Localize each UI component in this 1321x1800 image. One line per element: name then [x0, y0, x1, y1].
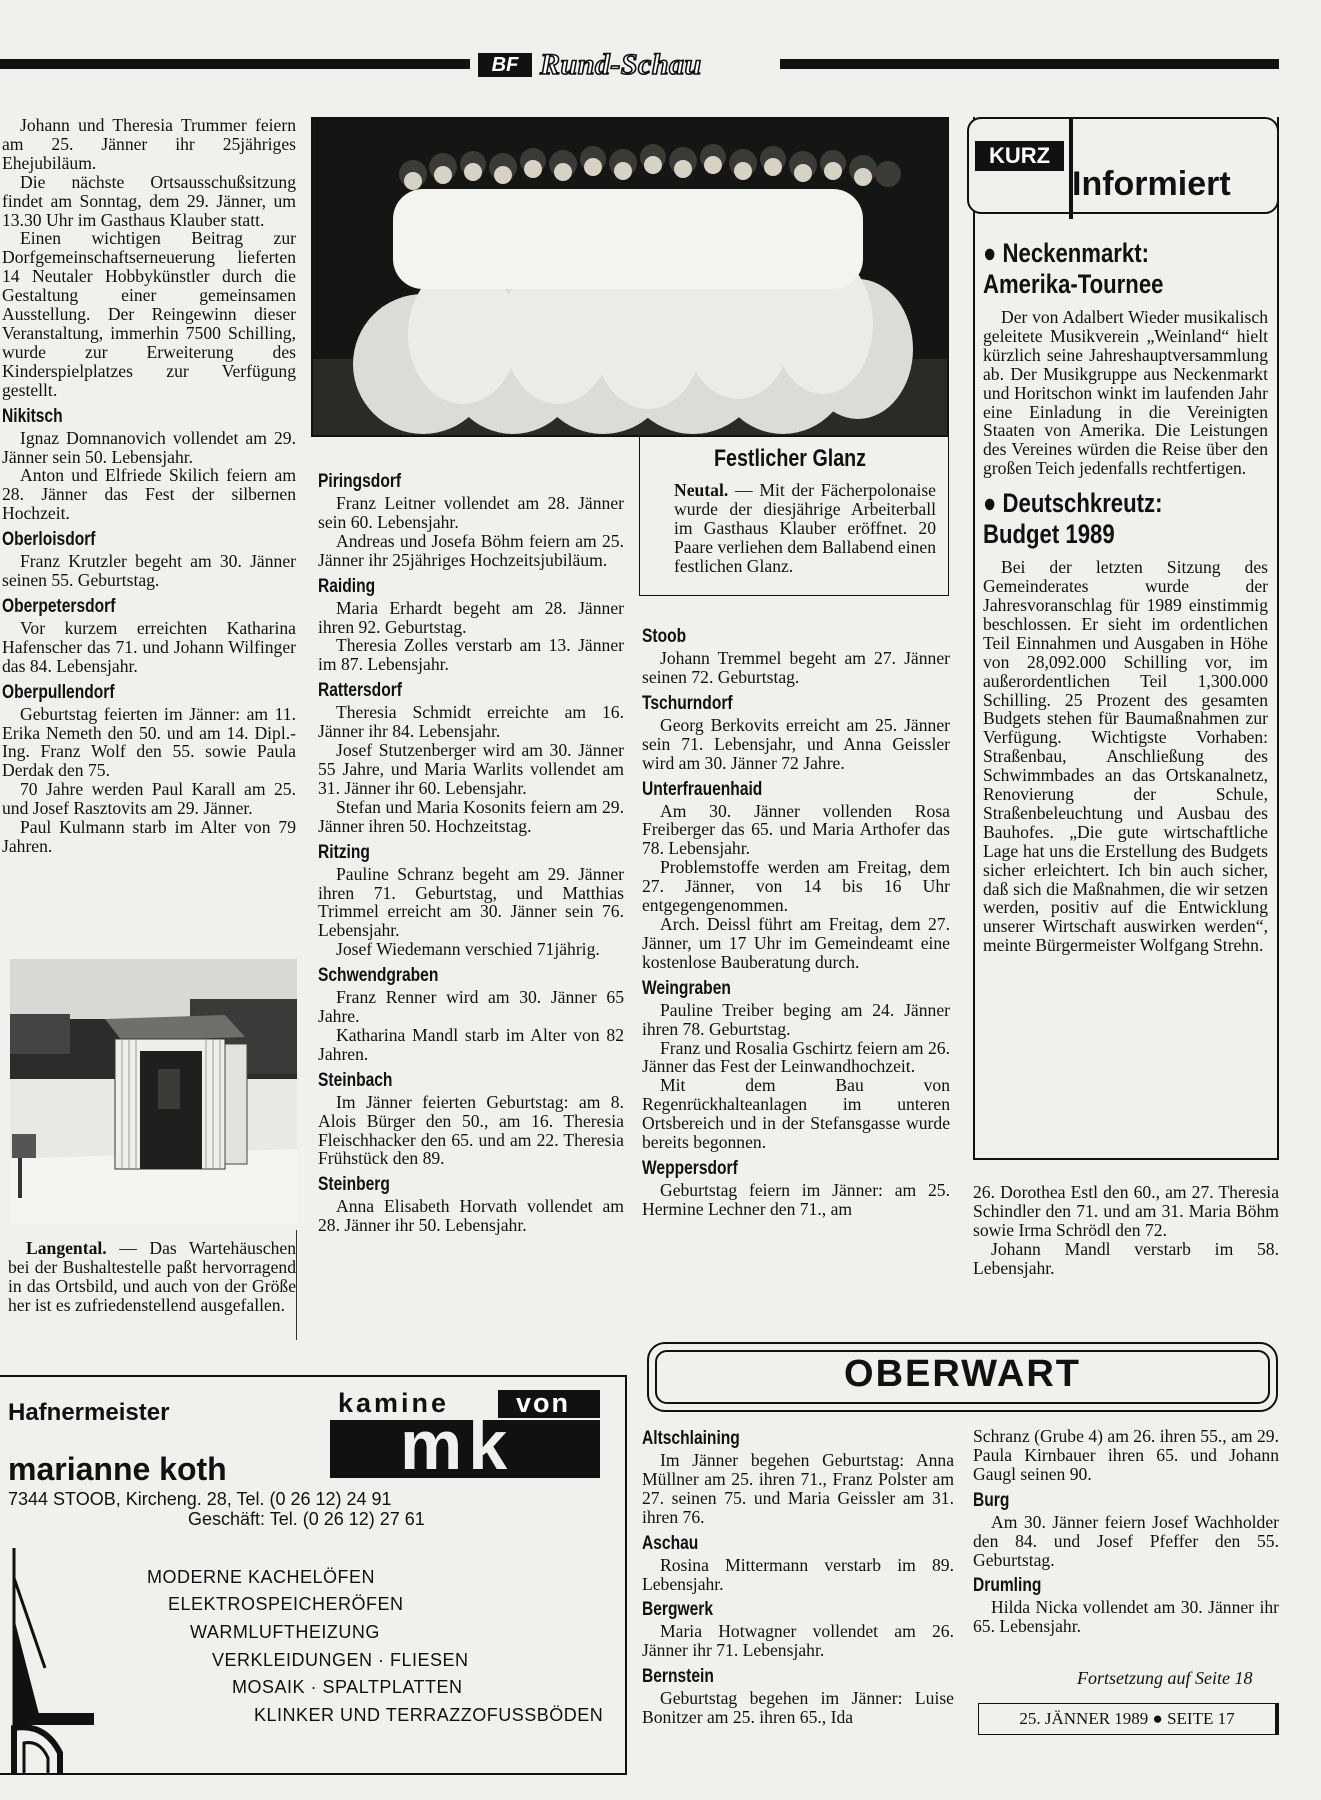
place-heading: Aschau [642, 1532, 699, 1554]
article-paragraph: Theresia Schmidt erreichte am 16. Jänner ihr 84. Lebensjahr. [318, 702, 624, 742]
article-paragraph: Schranz (Grube 4) am 26. ihren 55., am 29. Paula Kirnbauer ihren 65. und Johann Gaugl seinen 90. [973, 1426, 1279, 1484]
header-title: Rund-Schau [540, 48, 702, 81]
article-paragraph: Josef Stutzenberger wird am 30. Jänner 55 Jahre, und Maria Warlits vollendet am 31. Jänner ihr 60. Lebensjahr. [318, 740, 624, 798]
place-heading: Unterfrauenhaid [642, 778, 763, 800]
article-paragraph: Rosina Mittermann verstarb im 89. Lebensjahr. [642, 1554, 954, 1594]
kurz-label: KURZ [975, 141, 1064, 171]
ad-logo-von: von [516, 1388, 571, 1418]
oberwart-left-column [642, 1422, 954, 1727]
article-paragraph: Vor kurzem erreichten Katharina Hafenscher das 71. und Johann Wilfinger das 84. Lebensjahr. [2, 617, 296, 676]
article-paragraph: Geburtstag feiern im Jänner: am 25. Hermine Lechner den 71., am [642, 1179, 950, 1219]
caption-box-line [296, 1230, 297, 1340]
column-3 [642, 620, 950, 1219]
article-paragraph: Anton und Elfriede Skilich feiern am 28. Jänner das Fest der silbernen Hochzeit. [2, 465, 296, 524]
festlicher-text [674, 481, 936, 576]
article-paragraph: Bei der letzten Sitzung des Gemeinderates wurde der Jahresvoranschlag für 1989 einstimmig beschlossen. Er sieht im ordentlichen Teil Einnahmen und Ausgaben in Höhe von 28,092.000 Schilling vor, im außerordentlichen Teil 1,300.000 Schilling. 25 Prozent des gesamten Budgets stehen für Baumaßnahmen zur Verfügung. Wichtigste Vorhaben: Straßenbau, Anschließung des Schwimmbades an das Ortskanalnetz, Renovierung der Schule, Straßenbeleuchtung und Ausbau des Bauhofes. „Die gute wirtschaftliche Lage hat uns die Erstellung des Budgets sicher erleichtert. Ich bin auch sicher, daß sich die Maßnahmen, die wir setzen werden, positiv auf die Entwicklung unserer Wirtschaft auswirken werden“, meinte Bürgermeister Wolfgang Strehn. [983, 557, 1268, 956]
place-heading: Tschurndorf [642, 692, 733, 714]
ad-service-line-6: KLINKER UND TERRAZZOFUSSBÖDEN [254, 1705, 604, 1725]
place-heading: Schwendgraben [318, 965, 439, 987]
article-paragraph: 70 Jahre werden Paul Karall am 25. und Josef Rasztovits am 29. Jänner. [2, 779, 296, 819]
place-heading: Piringsdorf [318, 471, 402, 492]
place-heading: Burg [973, 1489, 1010, 1511]
article-paragraph: Am 30. Jänner feiern Josef Wachholder den 84. und Josef Pfeffer den 55. Geburtstag. [973, 1511, 1279, 1570]
news-headline-place [983, 488, 1217, 519]
ad-service-line-3: WARMLUFTHEIZUNG [190, 1622, 380, 1642]
article-paragraph: Einen wichtigen Beitrag zur Dorfgemeinschaftserneuerung lieferten 14 Neutaler Hobbykünstler durch die Gestaltung einer gemeinsamen Ausstellung. Der Reingewinn dieser Veranstaltung, immerhin 7500 Schilling, wurde zur Erweiterung des Kinderspielplatzes zur Verfügung gestellt. [2, 228, 296, 400]
column-2 [318, 465, 624, 1235]
article-paragraph: Franz Krutzler begeht am 30. Jänner seinen 55. Geburtstag. [2, 551, 296, 591]
column-4-continuation [973, 1183, 1279, 1278]
ad-name: marianne koth [8, 1451, 227, 1487]
article-paragraph: Am 30. Jänner vollenden Rosa Freiberger das 65. und Maria Arthofer das 78. Lebensjahr. [642, 800, 950, 859]
article-paragraph: Hilda Nicka vollendet am 30. Jänner ihr 65. Lebensjahr. [973, 1597, 1279, 1637]
article-paragraph: Arch. Deissl führt am Freitag, dem 27. Jänner, um 17 Uhr im Gemeindeamt eine kostenlose Bauberatung durch. [642, 913, 950, 972]
ad-address: 7344 STOOB, Kircheng. 28, Tel. (0 26 12) 24 91 [8, 1489, 392, 1509]
oberwart-right-column [973, 1427, 1279, 1636]
place-heading: Weppersdorf [642, 1157, 738, 1179]
headline-text: Neckenmarkt: [1002, 238, 1149, 268]
festlicher-title: Festlicher Glanz [714, 445, 867, 472]
ad-stove-drawing [0, 1548, 120, 1773]
ad-service-line-2: ELEKTROSPEICHERÖFEN [168, 1594, 404, 1614]
column-1 [2, 116, 296, 856]
article-paragraph: Pauline Schranz begeht am 29. Jänner ihren 71. Geburtstag, und Matthias Trimmel erreicht am 30. Jänner sein 76. Lebensjahr. [318, 863, 624, 941]
article-paragraph: Franz Leitner vollendet am 28. Jänner sein 60. Lebensjahr. [318, 493, 624, 532]
continued-note: Fortsetzung auf Seite 18 [1077, 1668, 1253, 1688]
informiert-label: Informiert [1072, 165, 1231, 203]
article-paragraph: Theresia Zolles verstarb am 13. Jänner im 87. Lebensjahr. [318, 635, 624, 675]
article-paragraph: Johann und Theresia Trummer feiern am 25. Jänner ihr 25jähriges Ehejubiläum. [2, 115, 296, 173]
article-paragraph: Katharina Mandl starb im Alter von 82 Jahren. [318, 1024, 624, 1064]
festlicher-body: — Mit der Fächerpolonaise wurde der diesjährige Arbeiterball im Gasthaus Klauber eröffnet. 20 Paare verliehen dem Ballabend einen festlichen Glanz. [674, 480, 936, 576]
place-heading: Steinbach [318, 1069, 393, 1091]
article-paragraph: Stefan und Maria Kosonits feiern am 29. Jänner ihren 50. Hochzeitstag. [318, 796, 624, 836]
article-paragraph: Maria Erhardt begeht am 28. Jänner ihren 92. Geburtstag. [318, 597, 624, 637]
ad-logo-kamine: kamine [338, 1388, 450, 1418]
place-heading: Altschlaining [642, 1428, 740, 1449]
article-paragraph: Ignaz Domnanovich vollendet am 29. Jänner sein 50. Lebensjahr. [2, 427, 296, 467]
news-headline-topic: Budget 1989 [983, 519, 1115, 550]
article-paragraph: Johann Tremmel begeht am 27. Jänner seinen 72. Geburtstag. [642, 648, 950, 687]
photo-ball [311, 117, 949, 437]
kurz-content [983, 228, 1268, 955]
oberwart-title: OBERWART [844, 1353, 1081, 1395]
photo-caption-langental [8, 1239, 296, 1315]
place-heading: Oberpetersdorf [2, 595, 116, 617]
article-paragraph: Geburtstag begehen im Jänner: Luise Bonitzer am 25. ihren 65., Ida [642, 1688, 954, 1728]
article-paragraph: Johann Mandl verstarb im 58. Lebensjahr. [973, 1238, 1279, 1278]
headline-text: Deutschkreutz: [1002, 488, 1163, 519]
article-paragraph: Franz und Rosalia Gschirtz feiern am 26. Jänner das Fest der Leinwandhochzeit. [642, 1037, 950, 1077]
bullet-icon: ● [983, 488, 1003, 519]
article-paragraph: Josef Wiedemann verschied 71jährig. [336, 939, 600, 960]
article-paragraph: Georg Berkovits erreicht am 25. Jänner sein 71. Lebensjahr, und Anna Geissler wird am 30. Jänner 72 Jahre. [642, 714, 950, 773]
article-paragraph: Mit dem Bau von Regenrückhalteanlagen im unteren Ortsbereich und in der Stefansgasse wurde bereits begonnen. [642, 1075, 950, 1153]
place-heading: Ritzing [318, 841, 370, 863]
article-paragraph: 26. Dorothea Estl den 60., am 27. Theresia Schindler den 71. und am 31. Maria Böhm sowie Irma Schrödl den 72. [973, 1182, 1279, 1240]
ad-service-line-1: MODERNE KACHELÖFEN [147, 1567, 376, 1587]
article-paragraph: Maria Hotwagner vollendet am 26. Jänner ihr 71. Lebensjahr. [642, 1621, 954, 1661]
header-rule-left [0, 59, 470, 69]
article-paragraph: Im Jänner begehen Geburtstag: Anna Müllner am 25. ihren 71., Franz Polster am 27. seinen 75. und Maria Geissler am 31. ihren 76. [642, 1450, 954, 1527]
header-rule-right [780, 59, 1279, 69]
ad-service-line-4: VERKLEIDUNGEN · FLIESEN [212, 1650, 469, 1670]
article-paragraph: Franz Renner wird am 30. Jänner 65 Jahre. [318, 987, 624, 1027]
article-paragraph: Paul Kulmann starb im Alter von 79 Jahren. [2, 817, 296, 856]
place-heading: Bergwerk [642, 1599, 714, 1621]
ad-geschaeft: Geschäft: Tel. (0 26 12) 27 61 [188, 1509, 425, 1529]
place-heading: Rattersdorf [318, 680, 402, 702]
place-heading: Drumling [973, 1575, 1042, 1597]
footer-date-page: 25. JÄNNER 1989 ● SEITE 17 [1019, 1709, 1235, 1728]
photo-bus-shelter [10, 959, 297, 1224]
caption-place: Langental. [26, 1238, 107, 1258]
article-paragraph: Die nächste Ortsausschußsitzung findet am Sonntag, dem 29. Jänner, um 13.30 Uhr im Gasthaus Klauber statt. [2, 171, 296, 230]
bus-shelter-image [10, 959, 297, 1224]
caption-text: — Das Wartehäuschen bei der Bushaltestelle paßt hervorragend in das Ortsbild, und auch von der Größe her ist es zufriedenstellend ausgefallen. [8, 1238, 296, 1315]
place-heading: Oberloisdorf [2, 529, 96, 551]
ad-service-line-5: MOSAIK · SPALTPLATTEN [232, 1677, 463, 1697]
oberwart-banner [647, 1342, 1278, 1412]
ad-hafnermeister: Hafnermeister [8, 1399, 170, 1426]
footer-date-box [978, 1703, 1279, 1735]
article-paragraph: Im Jänner feierten Geburtstag: am 8. Alois Bürger den 50., am 16. Theresia Fleischhacker den 65. und am 22. Theresia Frühstück den 89. [318, 1091, 624, 1169]
article-paragraph: Anna Elisabeth Horvath vollendet am 28. Jänner ihr 50. Lebensjahr. [318, 1196, 624, 1236]
article-paragraph: Andreas und Josefa Böhm feiern am 25. Jänner ihr 25jähriges Hochzeitsjubiläum. [318, 530, 624, 570]
bullet-icon: ● [983, 238, 1003, 268]
festlicher-glanz-box [639, 437, 949, 596]
place-heading: Oberpullendorf [2, 681, 115, 703]
place-heading: Raiding [318, 575, 376, 597]
festlicher-place: Neutal. [674, 480, 729, 500]
ad-logo [330, 1388, 602, 1488]
news-headline-place [983, 238, 1217, 269]
article-paragraph: Pauline Treiber beging am 24. Jänner ihren 78. Geburtstag. [642, 999, 950, 1039]
place-heading: Stoob [642, 626, 687, 647]
header-logo: BF [478, 53, 532, 77]
place-heading: Steinberg [318, 1174, 390, 1196]
article-paragraph: Geburtstag feierten im Jänner: am 11. Erika Nemeth den 50. und am 14. Dipl.-Ing. Franz Wolf den 55. sowie Paula Derdak den 75. [2, 703, 296, 781]
place-heading: Nikitsch [2, 405, 63, 427]
place-heading: Bernstein [642, 1666, 714, 1688]
article-paragraph: Problemstoffe werden am Freitag, dem 27. Jänner, von 14 bis 16 Uhr entgegengenommen. [642, 857, 950, 916]
ad-logo-mk: mk [400, 1406, 514, 1484]
article-paragraph: Der von Adalbert Wieder musikalisch geleitete Musikverein „Weinland“ hielt kürzlich seine Jahreshauptversammlung ab. Der Musikgruppe aus Neckenmarkt und Horitschon winkt im laufenden Jahr eine Einladung in die Vereinigten Staaten von Amerika. Die Leistungen des Vereines würden die Reise über den großen Teich jedenfalls rechtfertigen. [983, 307, 1268, 479]
place-heading: Weingraben [642, 977, 731, 999]
ball-photo-image [313, 119, 947, 435]
news-headline-topic: Amerika-Tournee [983, 269, 1164, 299]
